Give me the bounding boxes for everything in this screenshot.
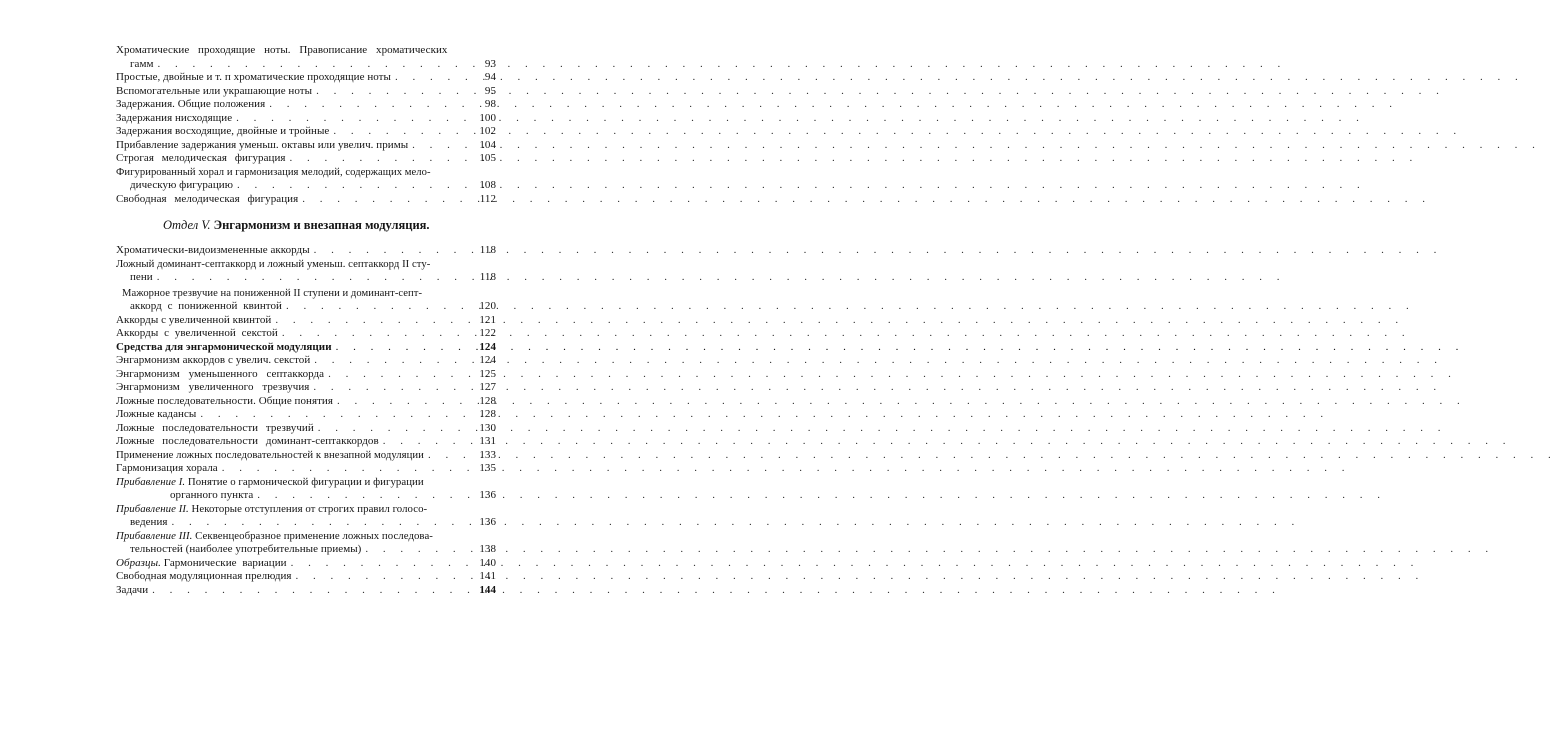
toc-page-number: 108	[479, 179, 496, 191]
toc-entry-text-line2: гамм	[130, 57, 154, 70]
toc-entry-text-line2: дическую фигурацию	[130, 179, 234, 191]
leader-dots	[290, 152, 1419, 166]
leader-dots	[383, 435, 1512, 449]
toc-section-v	[116, 244, 496, 597]
appendix-label: Образцы.	[116, 556, 161, 569]
toc-entry[interactable]	[116, 408, 496, 422]
toc-entry[interactable]	[116, 84, 496, 99]
book-page	[0, 0, 600, 750]
toc-page-number: 128	[479, 394, 496, 407]
toc-page-number: 133	[479, 448, 496, 461]
toc-entry-text-line1: Некоторые отступления от строгих правил голосо-	[191, 502, 428, 515]
toc-page-number: 120	[479, 300, 496, 312]
toc-entry-text: Аккорды с увеличенной квинтой	[116, 313, 272, 326]
toc-entry-text: Ложные последовательности трезвучий	[116, 421, 314, 434]
section-number: Отдел V.	[163, 218, 211, 232]
toc-entry[interactable]	[116, 381, 496, 395]
toc-entry[interactable]	[116, 462, 496, 476]
toc-entry-text: Применение ложных последовательностей к внезапной модуляции	[116, 448, 424, 461]
leader-dots	[333, 125, 1462, 139]
leader-dots	[336, 341, 1465, 355]
toc-page-number: 131	[479, 435, 496, 447]
toc-entry[interactable]	[116, 556, 496, 571]
toc-page-number: 125	[479, 367, 496, 380]
toc-entry-text-line2: аккорд с пониженной квинтой	[130, 300, 282, 312]
leader-dots	[282, 327, 1411, 341]
leader-dots	[275, 314, 1404, 328]
toc-section-iv-tail	[116, 44, 496, 206]
toc-entry-text: Вспомогательные или украшающие ноты	[116, 84, 313, 97]
leader-dots	[152, 584, 1281, 598]
toc-entry-text: Строгая мелодическая фигурация	[116, 152, 286, 164]
toc-entry[interactable]	[116, 98, 496, 112]
toc-entry-text-line2: ведения	[130, 516, 168, 528]
toc-entry-text: Задачи	[116, 583, 149, 596]
toc-page-number: 128	[479, 408, 496, 420]
toc-page-number: 121	[479, 313, 496, 326]
toc-entry[interactable]	[116, 327, 496, 341]
toc-entry-text-line2: органного пункта	[170, 489, 254, 501]
toc-entry[interactable]	[116, 448, 496, 463]
toc-entry[interactable]	[116, 367, 496, 382]
toc-entry-text: Хроматически-видоизмененные аккорды	[116, 244, 310, 256]
toc-entry-text-line2: тельностей (наиболее употребительные приемы)	[130, 543, 362, 555]
toc-entry-text-line1: Ложный доминант-септаккорд и ложный уменьш. септаккорд II сту-	[116, 257, 431, 270]
toc-entry-text: Гармонические вариации	[163, 556, 287, 569]
toc-entry[interactable]	[116, 138, 496, 153]
toc-entry-text: Свободная мелодическая фигурация	[116, 192, 299, 205]
toc-page-number: 127	[479, 381, 496, 393]
section-title: Энгармонизм и внезапная модуляция.	[213, 218, 430, 232]
toc-entry-text: Аккорды с увеличенной секстой	[116, 327, 278, 339]
leader-dots	[200, 408, 1329, 422]
leader-dots	[428, 449, 1557, 463]
toc-entry-text: Энгармонизм увеличенного трезвучия	[116, 381, 310, 393]
toc-entry[interactable]	[116, 287, 496, 314]
toc-entry-text-line1: Фигурированный хорал и гармонизация мелодий, содержащих мело-	[116, 166, 431, 178]
toc-entry-text-line2: пени	[130, 271, 153, 283]
toc-entry-text: Ложные последовательности. Общие понятия	[116, 394, 333, 407]
toc-entry[interactable]	[116, 71, 496, 85]
toc-page-number: 104	[479, 138, 496, 151]
toc-entry[interactable]	[116, 529, 496, 557]
toc-page-number: 93	[484, 57, 496, 70]
leader-dots	[269, 98, 1398, 112]
toc-entry-text: Гармонизация хорала	[116, 462, 218, 474]
leader-dots	[395, 71, 1524, 85]
leader-dots	[412, 139, 1541, 153]
toc-entry[interactable]	[116, 313, 496, 328]
toc-entry-text-line1: Секвенцеобразное применение ложных последова-	[195, 529, 433, 542]
toc-entry-text: Свободная модуляционная прелюдия	[116, 570, 292, 582]
leader-dots	[296, 570, 1425, 584]
toc-entry[interactable]	[116, 192, 496, 207]
toc-entry[interactable]	[116, 44, 496, 71]
toc-page-number: 140	[479, 556, 496, 569]
appendix-label: Прибавление I.	[116, 475, 186, 488]
toc-page-number: 124	[479, 354, 496, 366]
toc-entry[interactable]	[116, 125, 496, 139]
toc-entry-text-line1: Хроматические проходящие ноты. Правописание хроматических	[116, 44, 448, 56]
section-heading	[163, 218, 430, 233]
toc-entry[interactable]	[116, 435, 496, 449]
toc-entry[interactable]	[116, 244, 496, 258]
toc-page-number: 100	[479, 111, 496, 124]
toc-entry[interactable]	[116, 421, 496, 436]
toc-entry-text: Простые, двойные и т. п хроматические проходящие ноты	[116, 71, 391, 83]
appendix-label: Прибавление II.	[116, 502, 189, 515]
toc-entry-text: Энгармонизм аккордов с увелич. секстой	[116, 354, 311, 366]
leader-dots	[365, 543, 1494, 557]
toc-page-number: 118	[479, 244, 496, 256]
toc-entry-text: Ложные последовательности доминант-септаккордов	[116, 435, 379, 447]
toc-page-number: 118	[479, 271, 496, 283]
toc-entry-text-line1: Понятие о гармонической фигурации и фигурации	[187, 475, 424, 488]
toc-entry[interactable]	[116, 583, 496, 598]
leader-dots	[158, 58, 1287, 72]
leader-dots	[236, 112, 1365, 126]
toc-entry-text: Прибавление задержания уменьш. октавы или увелич. примы	[116, 138, 409, 151]
toc-entry-text: Средства для энгармонической модуляции	[116, 340, 332, 353]
toc-page-number: 130	[479, 421, 496, 434]
leader-dots	[237, 179, 1366, 193]
toc-entry-text: Ложные кадансы	[116, 408, 197, 420]
toc-entry[interactable]	[116, 340, 496, 355]
toc-entry-text: Задержания восходящие, двойные и тройные	[116, 125, 330, 137]
leader-dots	[257, 489, 1386, 503]
toc-entry[interactable]	[116, 354, 496, 368]
toc-entry[interactable]	[116, 475, 496, 503]
leader-dots	[328, 368, 1457, 382]
toc-entry[interactable]	[116, 152, 496, 166]
toc-page-number: 94	[484, 71, 496, 83]
toc-entry[interactable]	[116, 570, 496, 584]
toc-entry[interactable]	[116, 111, 496, 126]
toc-page-number: 98	[484, 98, 496, 110]
toc-page-number: 135	[479, 462, 496, 474]
toc-entry[interactable]	[116, 166, 496, 193]
leader-dots	[222, 462, 1351, 476]
toc-page-number: 105	[479, 152, 496, 164]
leader-dots	[157, 271, 1286, 285]
toc-entry-text: Энгармонизм уменьшенного септаккорда	[116, 367, 325, 380]
toc-entry[interactable]	[116, 394, 496, 409]
appendix-label: Прибавление III.	[116, 529, 193, 542]
toc-entry[interactable]	[116, 257, 496, 285]
toc-page-number: 112	[479, 192, 496, 205]
toc-page-number: 95	[484, 84, 496, 97]
toc-page-number: 141	[479, 570, 496, 582]
toc-page-number: 122	[479, 327, 496, 339]
toc-entry-text: Задержания. Общие положения	[116, 98, 266, 110]
leader-dots	[286, 300, 1415, 314]
toc-page-number: 124	[479, 340, 496, 353]
toc-page-number: 136	[479, 516, 496, 528]
toc-entry[interactable]	[116, 502, 496, 530]
toc-entry-text: Задержания нисходящие	[116, 111, 233, 124]
toc-page-number: 144	[479, 583, 496, 596]
toc-entry-text-line1: Мажорное трезвучие на пониженной II ступени и доминант-септ-	[122, 287, 423, 299]
toc-page-number: 102	[479, 125, 496, 137]
toc-page-number: 136	[479, 489, 496, 501]
leader-dots	[337, 395, 1466, 409]
toc-page-number: 138	[479, 543, 496, 555]
leader-dots	[291, 557, 1420, 571]
leader-dots	[172, 516, 1301, 530]
